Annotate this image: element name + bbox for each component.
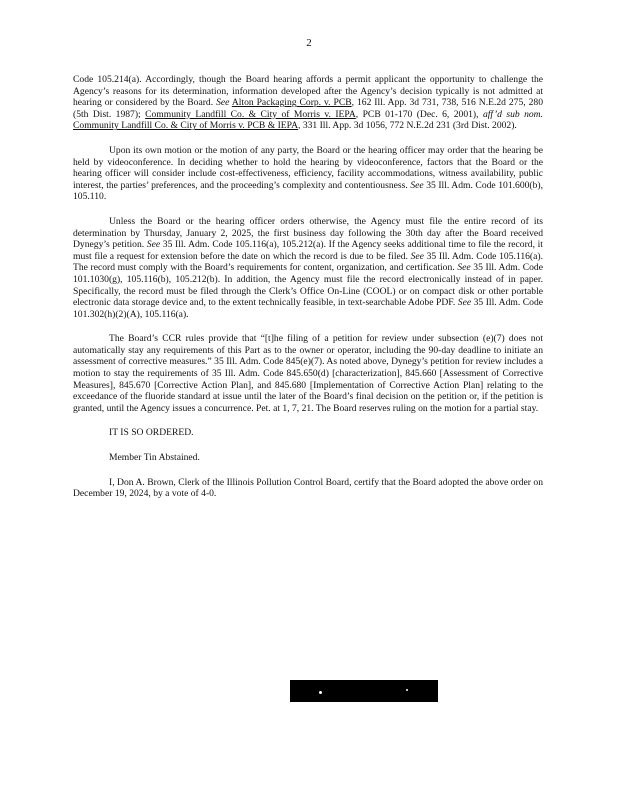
case-citation-alton: Alton Packaging Corp. v. PCB xyxy=(231,97,352,109)
text-segment: Unless the Board or the hearing officer orders otherwise, the Agency must file the entire record of its determination by Thursday, January 2, 2025, the first business day following the 30th day after the Board received Dynegy’s petition. xyxy=(73,215,543,251)
text-segment: 35 Ill. Adm. Code 101.1030(g), 105.116(b), 105.212(b). In addition, the Agency must file the record electronically instead of in paper. Specifically, the record must be filed through the Clerk’s Office On-Line (COOL) or on compact disk or other portable electronic data storage device and, to the extent technically feasible, in text-searchable Adobe PDF. xyxy=(73,262,543,309)
text-segment: 35 Ill. Adm. Code 105.116(a), 105.212(a). If the Agency seeks additional time to file the record, it must file a request for extension before the date on which the record is due to be filed. xyxy=(73,239,543,262)
page-number: 2 xyxy=(306,37,312,49)
order-body xyxy=(73,74,543,500)
text-segment: 35 Ill. Adm. Code 101.302(h)(2)(A), 105.116(a). xyxy=(73,297,543,320)
text-segment: 35 Ill. Adm. Code 105.116(a). The record must comply with the Board’s requirements for content, organization, and certification. xyxy=(73,250,543,274)
so-ordered: IT IS SO ORDERED. xyxy=(109,427,194,439)
text-segment: , 331 Ill. App. 3d 1056, 772 N.E.2d 231 (3rd Dist. 2002). xyxy=(298,120,517,132)
citation-signal: See xyxy=(146,239,161,251)
citation-signal: aff’d sub nom. xyxy=(482,108,543,120)
citation-signal: See xyxy=(410,250,424,262)
text-segment: The Board’s CCR rules provide that “[t]he filing of a petition for review under subsection (e)(7) does not automatically stay any requirements of this Part as to the owner or operator, including the 90-day deadline to initiate an assessment of corrective measures.” 35 Ill. Adm. Code 845(e)(7). As noted above, Dynegy’s petition for review includes a motion to stay the requirements of 35 Ill. Adm. Code 845.650(d) [characterization], 845.660 [Assessment of Corrective Measures], 845.670 [Corrective Action Plan], and 845.680 [Implementation of Corrective Action Plan] relating to the exceedance of the fluoride standard at issue until the later of the Board’s final decision on the petition or, if the petition is granted, until the Agency issues a concurrence. Pet. at 1, 7, 21. The Board reserves ruling on the motion for a partial stay. xyxy=(73,333,543,414)
citation-signal: See xyxy=(457,297,472,309)
citation-signal: See xyxy=(457,262,471,274)
clerk-certification: I, Don A. Brown, Clerk of the Illinois Pollution Control Board, certify that the Board adopted the above order on December 19, 2024, by a vote of 4-0. xyxy=(73,476,543,500)
citation-signal: See xyxy=(216,97,230,109)
paragraph-record-filing xyxy=(73,216,543,320)
paragraph-record-review xyxy=(73,74,543,132)
text-segment: , 162 Ill. App. 3d 731, 738, 516 N.E.2d 275, 280 (5th Dist. 1987); xyxy=(73,97,544,120)
member-abstained: Member Tin Abstained. xyxy=(109,452,200,464)
text-segment: Upon its own motion or the motion of any party, the Board or the hearing officer may order that the hearing be held by videoconference. In deciding whether to hold the hearing by videoconference, factors that the Board or the hearing officer will consider include cost-effectiveness, efficiency, facility accommodations, witness availability, public interest, the parties’ preferences, and the proceeding’s complexity and contentiousness. xyxy=(73,144,543,191)
text-segment: Code 105.214(a). Accordingly, though the Board hearing affords a permit applicant the opportunity to challenge the Agency’s reasons for its determination, information developed after the Agency’s decision typically is not admitted at hearing or considered by the Board. xyxy=(73,74,543,109)
text-segment: 35 Ill. Adm. Code 101.600(b), 105.110. xyxy=(73,179,544,203)
text-segment: , PCB 01-170 (Dec. 6, 2001), xyxy=(355,108,479,120)
signature-mark xyxy=(319,691,322,694)
redacted-signature-block xyxy=(290,680,438,702)
paragraph-stay-motion xyxy=(73,333,543,414)
paragraph-videoconference xyxy=(73,145,543,203)
signature-mark xyxy=(406,689,408,691)
case-citation-community-landfill-iepa: Community Landfill Co. & City of Morris v. IEPA xyxy=(145,108,356,120)
citation-signal: See xyxy=(410,179,424,191)
case-citation-community-landfill-pcb: Community Landfill Co. & City of Morris v. PCB & IEPA xyxy=(73,120,299,132)
